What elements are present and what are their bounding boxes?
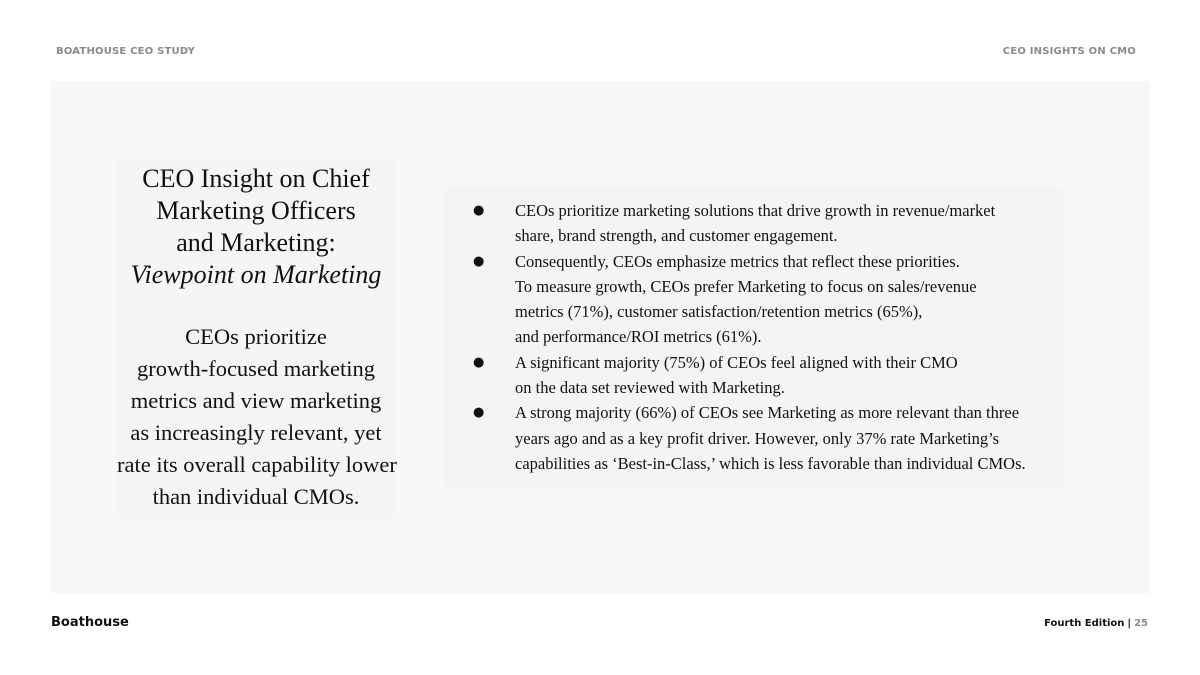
bullet-block [443, 187, 1063, 487]
bullet-line: share, brand strength, and customer engagement. [515, 226, 838, 246]
title-line: Marketing Officers [156, 196, 356, 225]
bullet-line: on the data set reviewed with Marketing. [515, 378, 785, 398]
page-number: 25 [1134, 618, 1148, 629]
bullet-line: A significant majority (75%) of CEOs feel aligned with their CMO [515, 352, 958, 372]
bullet-dot-icon: ● [473, 405, 485, 421]
bullet-list [473, 198, 1063, 476]
bullet-dot-icon: ● [473, 253, 485, 269]
bullet-dot-icon: ● [473, 354, 485, 370]
title-line: CEO Insight on Chief [142, 164, 370, 193]
bullet-item [473, 198, 1063, 249]
edition-label: Fourth Edition [1044, 618, 1125, 629]
bullet-line: To measure growth, CEOs prefer Marketing to focus on sales/revenue [515, 276, 977, 296]
bullet-item [473, 350, 1063, 401]
bullet-line: and performance/ROI metrics (61%). [515, 327, 762, 347]
bullet-dot-icon: ● [473, 203, 485, 218]
summary-line: rate its overall capability lower [117, 452, 397, 477]
content-panel [51, 81, 1150, 593]
bullet-item [473, 249, 1063, 350]
slide-title [117, 163, 395, 291]
summary-line: than individual CMOs. [152, 484, 360, 509]
bullet-line: A strong majority (66%) of CEOs see Marketing as more relevant than three [515, 403, 1020, 423]
bullet-line: metrics (71%), customer satisfaction/retention metrics (65%), [515, 302, 923, 322]
edition-separator: | [1127, 618, 1132, 629]
summary-text [117, 321, 395, 513]
summary-line: CEOs prioritize [185, 324, 327, 349]
title-line: and Marketing: [176, 228, 336, 257]
left-summary-block [117, 159, 395, 519]
bullet-line: capabilities as ‘Best-in-Class,’ which is less favorable than individual CMOs. [515, 453, 1026, 473]
brand-logo-text: Boathouse [51, 615, 129, 630]
header-study-label: BOATHOUSE CEO STUDY [56, 46, 196, 57]
bullet-line: CEOs prioritize marketing solutions that drive growth in revenue/market [515, 201, 996, 220]
bullet-item [473, 400, 1063, 476]
title-italic-line: Viewpoint on Marketing [130, 260, 382, 289]
summary-line: growth-focused marketing [136, 356, 376, 381]
summary-line: metrics and view marketing [130, 388, 382, 413]
edition-footer [1044, 618, 1148, 629]
header-section-label: CEO INSIGHTS ON CMO [1002, 46, 1136, 57]
bullet-line: Consequently, CEOs emphasize metrics that reflect these priorities. [515, 251, 960, 271]
bullet-line: years ago and as a key profit driver. However, only 37% rate Marketing’s [515, 428, 1000, 448]
summary-line: as increasingly relevant, yet [130, 420, 382, 445]
